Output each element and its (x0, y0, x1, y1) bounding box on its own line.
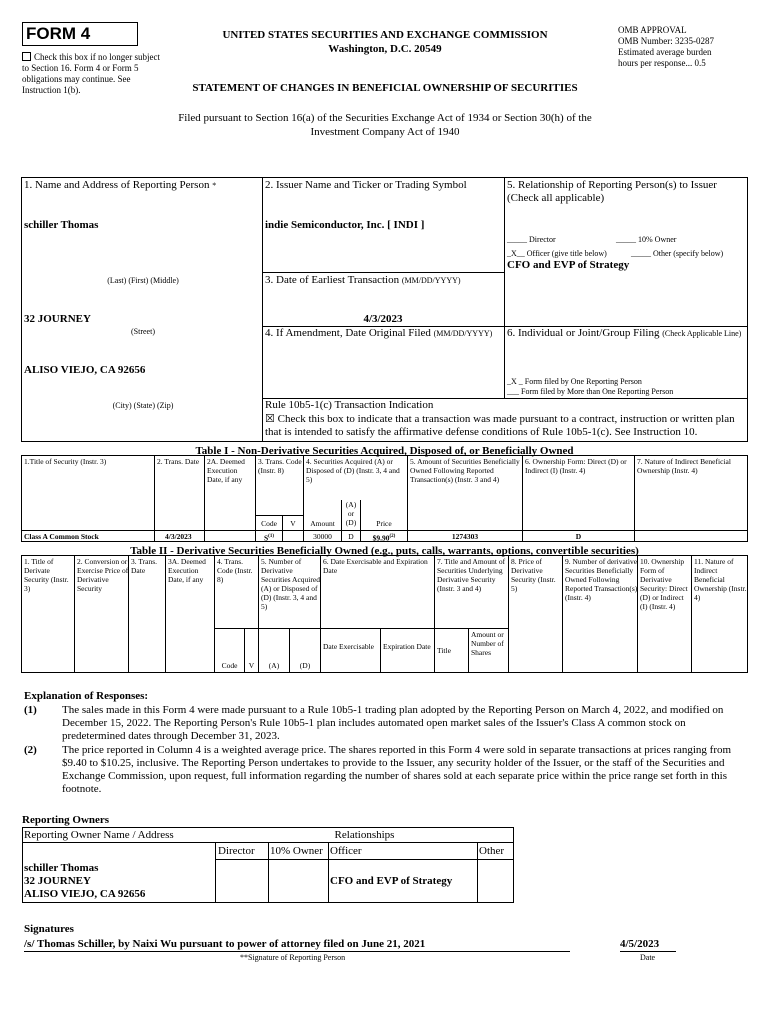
footnote-2-text: The price reported in Column 4 is a weighted average price. The shares reported in this Form 4 were sold in separate transactions at prices ranging from $9.40 to $10.25, inclusive. The Reporting Person undertakes to provide to the Issuer, any security holder of the Issuer, or the staff of the Securities and Exchange Commission, upon request, full information regarding the number of shares sold at each separate price within the price range set forth in this footnote. (62, 744, 732, 795)
owner-name: schiller Thomas (24, 862, 99, 874)
t2-h-deemed: 3A. Deemed Execution Date, if any (168, 557, 206, 584)
owners-col-officer: Officer (330, 845, 362, 857)
omb-approval-block (618, 25, 763, 69)
t1-row-aord: D (348, 532, 354, 541)
owner-address (24, 862, 145, 901)
owner-street: 32 JOURNEY (24, 875, 91, 887)
t1-h-price: Price (376, 519, 392, 528)
rule-checkbox[interactable]: ☒ (265, 413, 275, 425)
owners-col-name: Reporting Owner Name / Address (24, 829, 174, 841)
owners-col-other: Other (479, 845, 505, 857)
filed-line-2: Investment Company Act of 1940 (310, 126, 460, 138)
date-label: Date (640, 953, 656, 962)
t1-h-code-sub: Code (261, 519, 277, 528)
t2-h-number: 5. Number of Derivative Securities Acquired (A) or Disposed of (D) (Instr. 3, 4 and 5) (261, 557, 320, 611)
t2-h-underlying: 7. Title and Amount of Securities Underlying Derivative Security (Instr. 3 and 4) (437, 557, 506, 593)
omb-burden: Estimated average burden (618, 47, 712, 57)
t1-row-amount: 30000 (313, 532, 332, 541)
t1-h-acquired: 4. Securities Acquired (A) or Disposed of (D) (Instr. 3, 4 and 5) (306, 457, 400, 484)
omb-approval: OMB APPROVAL (618, 25, 687, 35)
issuer-name: indie Semiconductor, Inc. [ INDI ] (265, 219, 425, 231)
t1-h-amount: Amount (310, 519, 335, 528)
form-title: FORM 4 (22, 22, 138, 46)
t2-h-sub-title: Title (437, 646, 451, 655)
footnote-1-number: (1) (24, 704, 37, 716)
director-option[interactable]: _____ Director (507, 235, 556, 244)
statement-title: STATEMENT OF CHANGES IN BENEFICIAL OWNERSHIP OF SECURITIES (192, 82, 578, 94)
rule-text: Check this box to indicate that a transaction was made pursuant to a contract, instruction or written plan that is intended to satisfy the affirmative defense conditions of Rule 10b5-1(c). See Instruction 10. (265, 413, 735, 438)
t2-h-price: 8. Price of Derivative Security (Instr. 5) (511, 557, 556, 593)
officer-option[interactable]: _X__ Officer (give title below) (507, 249, 607, 258)
t1-h-deemed: 2A. Deemed Execution Date, if any (207, 457, 245, 484)
t1-row-code: $S^{(1)}$ (263, 533, 274, 543)
owners-col-director: Director (218, 845, 255, 857)
signature-text: /s/ Thomas Schiller, by Naixi Wu pursuant to power of attorney filed on June 21, 2021 (24, 938, 426, 950)
t2-h-ownership-form: 10. Ownership Form of Derivative Security: Direct (D) or Indirect (I) (Instr. 4) (640, 557, 688, 611)
box1-label: 1. Name and Address of Reporting Person * (24, 179, 217, 191)
t1-h-nature: 7. Nature of Indirect Beneficial Ownership (Instr. 4) (637, 457, 731, 475)
t1-row-form: D (575, 532, 582, 541)
footnote-2-number: (2) (24, 744, 37, 756)
no-longer-subject-text: Check this box if no longer subject to Section 16. Form 4 or Form 5 obligations may continue. See Instruction 1(b). (22, 52, 160, 95)
box3-label: 3. Date of Earliest Transaction (MM/DD/YYYY) (265, 274, 461, 286)
reporting-person-name: schiller Thomas (24, 219, 99, 231)
rule-block[interactable] (265, 413, 745, 439)
t1-h-ownership-form: 6. Ownership Form: Direct (D) or Indirect (I) (Instr. 4) (525, 457, 627, 475)
omb-hours: hours per response... 0.5 (618, 58, 706, 68)
t1-row-owned: 1274303 (451, 532, 479, 541)
rule-title: Rule 10b5-1(c) Transaction Indication (265, 399, 434, 411)
t1-h-title: 1.Title of Security (Instr. 3) (24, 457, 107, 466)
t1-h-v: V (290, 519, 296, 528)
owner-officer-title: CFO and EVP of Strategy (330, 875, 453, 887)
reporting-city: ALISO VIEJO, CA 92656 (24, 364, 146, 376)
officer-title: CFO and EVP of Strategy (507, 259, 630, 271)
t1-h-date: 2. Trans. Date (157, 457, 200, 466)
agency-location: Washington, D.C. 20549 (328, 43, 442, 55)
t2-h-title: 1. Title of Derivate Security (Instr. 3) (24, 557, 69, 593)
earliest-transaction-date: 4/3/2023 (363, 313, 403, 325)
signature-date: 4/5/2023 (620, 938, 660, 950)
owner-city: ALISO VIEJO, CA 92656 (24, 888, 146, 900)
other-option[interactable]: _____ Other (specify below) (631, 249, 724, 258)
t2-h-date-exercisable: Date Exercisable (323, 642, 375, 651)
agency-name: UNITED STATES SECURITIES AND EXCHANGE COMMISSION (222, 29, 548, 41)
no-longer-subject-checkbox[interactable] (22, 52, 31, 61)
footnote-1-text: The sales made in this Form 4 were made pursuant to a Rule 10b5-1 trading plan adopted by the Reporting Person on March 4, 2022, and modified on December 15, 2022. The Reporting Person's Rule 10b5-1 plan includes automated open market sales of the Issuer's Class A common stock on predetermined dates through December 31, 2023. (62, 704, 724, 742)
box4-label: 4. If Amendment, Date Original Filed (MM/DD/YYYY) (265, 327, 493, 339)
ten-percent-owner-option[interactable]: _____ 10% Owner (616, 235, 677, 244)
owners-relationships: Relationships (334, 829, 395, 841)
t2-h-code: 4. Trans. Code (Instr. 8) (217, 557, 253, 584)
t1-h-aord: (A) or (D) (345, 500, 357, 527)
signature-label: **Signature of Reporting Person (240, 953, 346, 962)
signatures-heading: Signatures (24, 923, 74, 935)
t2-h-d: (D) (299, 661, 311, 670)
t1-row-title: Class A Common Stock (24, 532, 99, 541)
t2-h-conversion: 2. Conversion or Exercise Price of Derivative Security (77, 557, 129, 593)
t2-h-a: (A) (268, 661, 280, 670)
t2-h-code-sub: Code (221, 661, 238, 670)
t1-row-price: $9.90$^{(2)}$ (372, 533, 396, 543)
no-longer-subject-checkbox-block[interactable] (22, 52, 162, 96)
t2-h-nature: 11. Nature of Indirect Beneficial Ownership (Instr. 4) (694, 557, 747, 602)
table1-title: Table I - Non-Derivative Securities Acquired, Disposed of, or Beneficially Owned (195, 445, 574, 457)
city-label: (City) (State) (Zip) (112, 401, 174, 410)
reporting-street: 32 JOURNEY (24, 313, 91, 325)
name-parts-label: (Last) (First) (Middle) (107, 276, 179, 285)
owners-col-10pct: 10% Owner (270, 845, 323, 857)
table2-title: Table II - Derivative Securities Beneficially Owned (e.g., puts, calls, warrants, options, convertible securities) (130, 545, 639, 557)
t2-h-exercisable: 6. Date Exercisable and Expiration Date (323, 557, 428, 575)
t1-row-date: 4/3/2023 (165, 532, 192, 541)
t2-h-sub-amount: Amount or Number of Shares (471, 630, 504, 657)
street-label: (Street) (131, 327, 155, 336)
more-reporting-persons-option[interactable]: ___ Form filed by More than One Reporting Person (507, 387, 674, 396)
t1-h-amount-owned: 5. Amount of Securities Beneficially Owned Following Reported Transaction(s) (Instr. 3 and 4) (410, 457, 520, 484)
t1-h-code: 3. Trans. Code (Instr. 8) (258, 457, 302, 475)
t2-h-v: V (248, 661, 255, 670)
t2-h-owned: 9. Number of derivative Securities Beneficially Owned Following Reported Transaction(s) (Instr. 4) (565, 557, 638, 602)
omb-number: OMB Number: 3235-0287 (618, 36, 714, 46)
box2-label: 2. Issuer Name and Ticker or Trading Symbol (265, 179, 467, 191)
one-reporting-person-option[interactable]: _X _ Form filed by One Reporting Person (507, 377, 642, 386)
t2-h-expiration: Expiration Date (383, 642, 431, 651)
t2-h-date: 3. Trans. Date (131, 557, 158, 575)
filed-pursuant (80, 111, 690, 139)
filed-line-1: Filed pursuant to Section 16(a) of the Securities Exchange Act of 1934 or Section 30(h) of the (178, 112, 592, 124)
explanation-heading: Explanation of Responses: (24, 690, 149, 702)
owners-heading: Reporting Owners (22, 814, 110, 826)
box6-label: 6. Individual or Joint/Group Filing (Check Applicable Line) (507, 327, 742, 339)
box5-label: 5. Relationship of Reporting Person(s) to Issuer (Check all applicable) (507, 179, 717, 204)
